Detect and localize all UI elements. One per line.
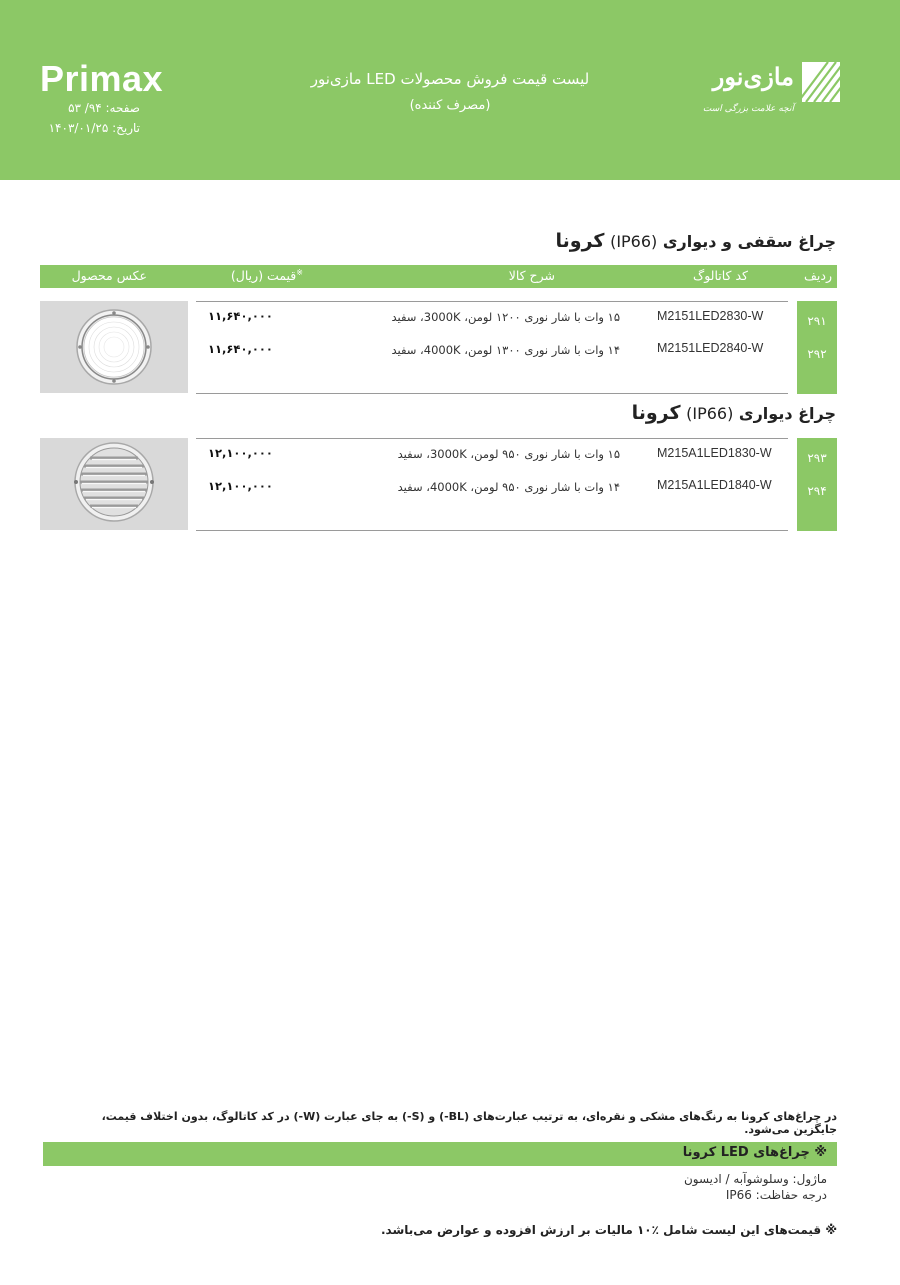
product-price: ۱۱,۶۴۰,۰۰۰: [208, 309, 273, 323]
logo-stripes-icon: [802, 62, 840, 102]
protection-rating: درجه حفاظت: IP66: [725, 1188, 827, 1202]
round-bulkhead-light-icon: [40, 301, 188, 393]
catalog-code: M2151LED2840-W: [657, 341, 764, 355]
section-title-ip: (IP66): [610, 232, 658, 251]
section-title-name: کرونا: [631, 402, 681, 424]
vat-note: ※ قیمت‌های این لیست شامل ٪۱۰ مالیات بر ارزش افزوده و عوارض می‌باشد.: [380, 1223, 837, 1237]
page-subtitle: (مصرف کننده): [409, 98, 491, 113]
row-number: ۲۹۳: [807, 451, 827, 465]
section-title-prefix: چراغ دیواری: [738, 404, 836, 423]
section-title: [632, 402, 836, 424]
section-title-ip: (IP66): [686, 404, 734, 423]
company-logo: [698, 60, 840, 124]
column-header-price: ※قیمت (ریال): [230, 268, 303, 284]
product-photo: [40, 438, 188, 530]
section-title: [556, 230, 836, 252]
product-price: ۱۲,۱۰۰,۰۰۰: [208, 446, 273, 460]
catalog-code: M2151LED2830-W: [657, 309, 764, 323]
row-number: ۲۹۲: [807, 347, 827, 361]
table-header: [40, 265, 837, 288]
column-header-photo: عکس محصول: [71, 268, 147, 283]
row-number: ۲۹۱: [807, 314, 827, 328]
product-price: ۱۱,۶۴۰,۰۰۰: [208, 342, 273, 356]
product-description: ۱۴ وات با شار نوری ۱۳۰۰ لومن، 4000K، سفید: [391, 343, 620, 357]
product-description: ۱۵ وات با شار نوری ۹۵۰ لومن، 3000K، سفید: [397, 447, 620, 461]
brand-name: Primax: [40, 58, 164, 99]
product-description: ۱۵ وات با شار نوری ۱۲۰۰ لومن، 3000K، سفید: [391, 310, 620, 324]
header-band: [0, 0, 900, 180]
section-title-name: کرونا: [555, 230, 605, 252]
catalog-code: M215A1LED1840-W: [657, 478, 772, 492]
product-photo: [40, 301, 188, 393]
product-description: ۱۴ وات با شار نوری ۹۵۰ لومن، 4000K، سفید: [397, 480, 620, 494]
color-variant-note: در چراغ‌های کرونا به رنگ‌های مشکی و نقره‌ای، به ترتیب عبارت‌های (BL-) و (S-) به جای عبارت (W-) در کد کاتالوگ، بدون اختلاف قیمت، جایگزین می‌شود.: [101, 1110, 837, 1136]
column-header-code: کد کاتالوگ: [693, 268, 748, 283]
page-title: لیست قیمت فروش محصولات LED مازی‌نور: [310, 70, 590, 88]
column-header-description: شرح کالا: [508, 268, 555, 283]
logo-wordmark: مازی‌نور: [712, 62, 794, 91]
catalog-code: M215A1LED1830-W: [657, 446, 772, 460]
document-date: تاریخ: ۱۴۰۳/۰۱/۲۵: [48, 121, 140, 135]
price-note-mark: ※: [296, 268, 303, 277]
page-number: صفحه: ۹۴/ ۵۳: [68, 101, 140, 115]
column-header-row: ردیف: [803, 268, 832, 283]
footnote-bar: [43, 1142, 837, 1166]
row-number: ۲۹۴: [807, 484, 827, 498]
section-title-prefix: چراغ سقفی و دیواری: [662, 232, 836, 251]
footnote-bar-label: ※ چراغ‌های LED کرونا: [682, 1145, 827, 1160]
logo-tagline: آنچه علامت بزرگی است: [702, 104, 794, 114]
module-info: ماژول: وسلوشوآبه / ادیسون: [683, 1172, 827, 1186]
grilled-bulkhead-light-icon: [40, 438, 188, 530]
product-price: ۱۲,۱۰۰,۰۰۰: [208, 479, 273, 493]
